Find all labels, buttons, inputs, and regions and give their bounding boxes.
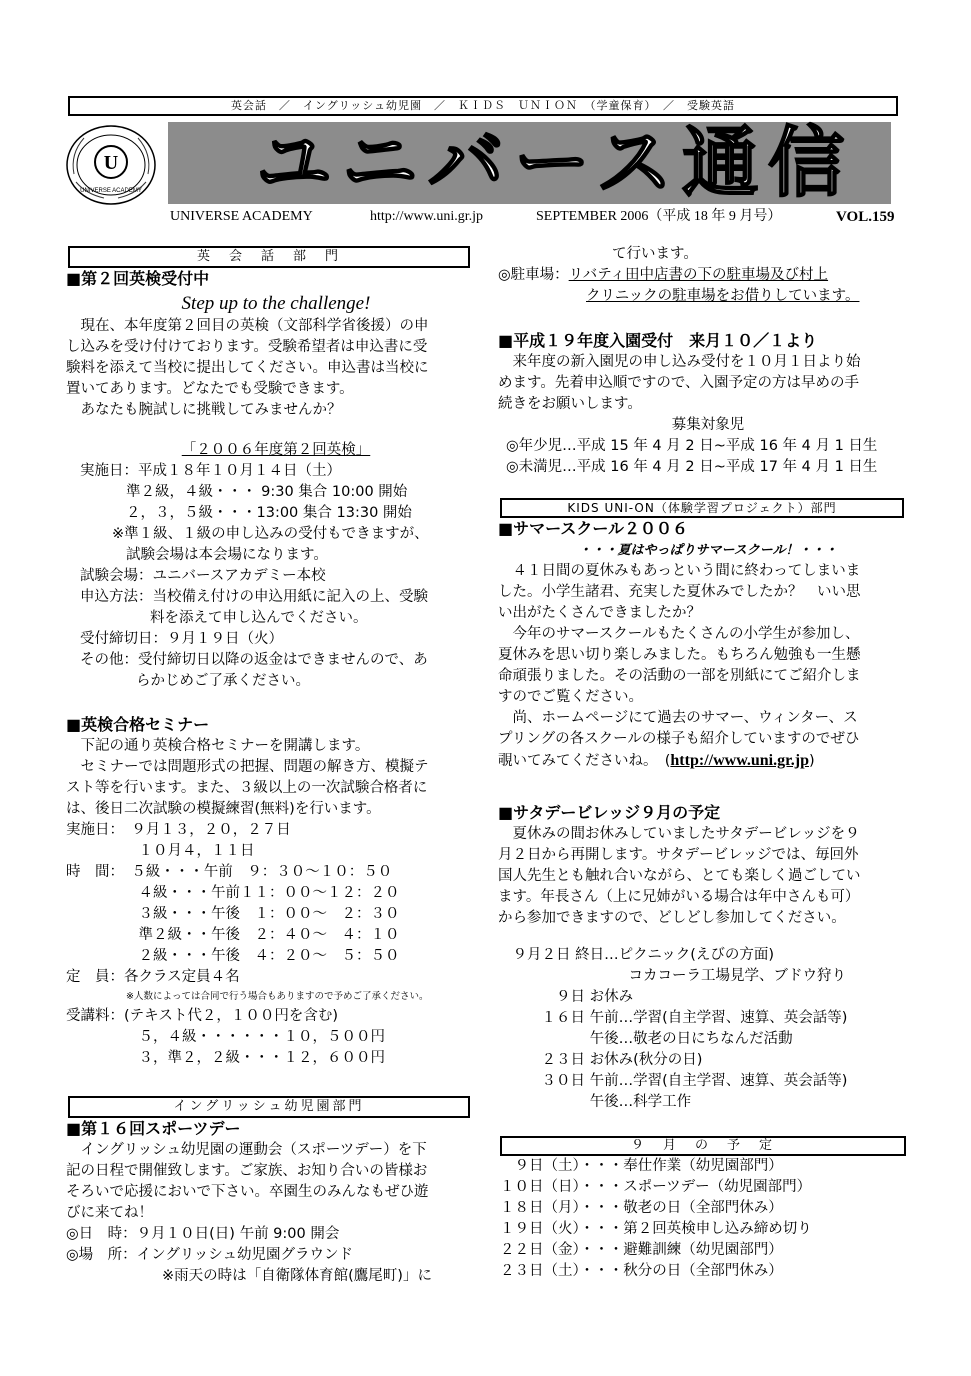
enrollment-row: ◎年少児…平成 15 年 4 月 2 日~平成 16 年 4 月 1 日生	[506, 438, 878, 454]
seminar-fee: 受講料：(テキスト代２，１００円を含む)	[66, 1008, 339, 1024]
section-header-kidsunion: KIDS UNI-ON（体験学習プロジェクト）部門	[500, 498, 904, 518]
parking-section	[498, 244, 918, 307]
eiken-detail: 受付締切日：９月１９日（火）	[80, 631, 283, 647]
eiken-detail: ２，３，５級・・・13:00 集合 13:30 開始	[126, 505, 412, 521]
seminar-line: は、後日二次試験の模擬練習(無料)を行います。	[66, 801, 381, 817]
eiken-line: 現在、本年度第２回目の英検（文部科学省後援）の申	[66, 318, 429, 334]
saturday-line: ます。年長さん（上に兄姉がいる場合は年中さんも可）	[498, 889, 860, 905]
seminar-row: １０月４，１１日	[66, 843, 255, 859]
seminar-row: 時 間： ５級・・・午前 ９：３０～１０：５０	[66, 864, 393, 880]
seminar-row: 準２級・・午後 ２：４０～ ４：１０	[66, 927, 400, 943]
summer-line: ４１日間の夏休みもあっという間に終わってしまいま	[498, 563, 861, 579]
enrollment-section	[498, 330, 918, 478]
saturday-row: ９日 お休み	[498, 989, 634, 1005]
section-header-september: ９ 月 の 予 定	[500, 1136, 906, 1156]
summer-line: 夏休みを思い切り楽しみました。もちろん勉強も一生懸	[498, 647, 861, 663]
saturday-line: 月２日から再開します。サタデービレッジでは、毎回外	[498, 847, 859, 863]
school-name: UNIVERSE ACADEMY	[170, 209, 313, 224]
sportsday-place: ◎場 所：イングリッシュ幼児園グラウンド	[66, 1247, 353, 1263]
sportsday-line: そろいで応援においで下さい。卒園生のみんなもぜひ遊	[66, 1184, 429, 1200]
saturday-row: 午後…科学工作	[498, 1094, 692, 1110]
summer-line: プリングの各スクールの様子も紹介していますのでぜひ	[498, 731, 860, 747]
seminar-fee: ５，４級・・・・・・１０，５００円	[66, 1029, 385, 1045]
summer-line: 今年のサマースクールもたくさんの小学生が参加し、	[498, 626, 860, 642]
seminar-row: 実施日： ９月１３，２０，２７日	[66, 822, 291, 838]
eiken-tagline: Step up to the challenge!	[181, 293, 371, 314]
eiken-line: あなたも腕試しに挑戦してみませんか？	[66, 402, 342, 418]
department-bar: 英会話 ／ イングリッシュ幼児園 ／ ＫＩＤＳ ＵＮＩＯＮ （学童保育） ／ 受験英語	[68, 96, 898, 116]
issue-date: SEPTEMBER 2006（平成 18 年 9 月号）	[536, 209, 782, 224]
saturday-line: から参加できますので、どしどし参加してください。	[498, 910, 846, 926]
enrollment-title: ■平成１９年度入園受付 来月１０／１より	[498, 331, 818, 350]
enrollment-row: ◎未満児…平成 16 年 4 月 2 日~平成 17 年 4 月 1 日生	[506, 459, 878, 475]
masthead-title: ユニバース通信	[168, 122, 891, 204]
eiken-details	[66, 440, 486, 692]
svg-text:U: U	[103, 152, 119, 174]
eiken-detail: 準２級，４級・・・ 9:30 集合 10:00 開始	[126, 484, 408, 500]
saturday-row: 午後…敬老の日にちなんだ活動	[498, 1031, 793, 1047]
parking-line: クリニックの駐車場をお借りしています。	[586, 288, 860, 304]
volume-number: VOL.159	[836, 209, 895, 225]
eiken-detail: その他：受付締切日以降の返金はできませんので、あ	[80, 652, 428, 668]
parking-line: リバティ田中店書の下の駐車場及び村上	[568, 267, 829, 283]
sportsday-line: イングリッシュ幼児園の運動会（スポーツデー）を下	[66, 1142, 427, 1158]
seminar-row: ３級・・・午後 １：００～ ２：３０	[66, 906, 400, 922]
sportsday-rain: ※雨天の時は「自衛隊体育館(鷹尾町)」に	[162, 1268, 432, 1284]
summer-line: した。小学生諸君、充実した夏休みでしたか？ いい思	[498, 584, 861, 600]
continued-text: て行います。	[612, 246, 698, 262]
enrollment-line: めます。先着申込順ですので、入園予定の方は早めの手	[498, 375, 860, 391]
eiken-title: ■第２回英検受付中	[66, 269, 210, 288]
seminar-line: スト等を行います。また、３級以上の一次試験合格者に	[66, 780, 428, 796]
summer-line: 覗いてみてくださいね。 (	[498, 753, 671, 769]
eiken-detail: 料を添えて申し込んでください。	[150, 610, 368, 626]
saturday-section	[498, 802, 918, 1113]
summer-line: い出がたくさんできましたか？	[498, 605, 701, 621]
seminar-line: 下記の通り英検合格セミナーを開講します。	[66, 738, 370, 754]
summer-line: 命頑張りました。その活動の一部を別紙にてご紹介しま	[498, 668, 861, 684]
sportsday-date: ◎日 時：９月１０日(日) 午前 9:00 開会	[66, 1226, 340, 1242]
seminar-row: ４級・・・午前１１：００～１２：２０	[66, 885, 400, 901]
schedule-row: １９日（火）・・・第２回英検申し込み締め切り	[500, 1221, 812, 1237]
eiken-detail: 申込方法：当校備え付けの申込用紙に記入の上、受験	[80, 589, 428, 605]
sportsday-section	[66, 1118, 486, 1287]
svg-text:UNIVERSE ACADEMY: UNIVERSE ACADEMY	[80, 188, 142, 194]
eiken-line: 験料を添えて当校に提出してください。申込書は当校に	[66, 360, 429, 376]
eiken-detail: ※準１級、１級の申し込みの受付もできますが、	[112, 526, 429, 542]
sportsday-line: びに来てね！	[66, 1205, 153, 1221]
schedule-row: ２２日（金）・・・避難訓練（幼児園部門）	[500, 1242, 783, 1258]
summer-line-end: )	[808, 753, 815, 769]
seminar-fee: ３，準２，２級・・・１２，６００円	[66, 1050, 385, 1066]
eiken-line: 置いてあります。どなたでも受験できます。	[66, 381, 354, 397]
saturday-line: 夏休みの間お休みしていましたサタデービレッジを９	[498, 826, 860, 842]
seminar-line: セミナーでは問題形式の把握、問題の解き方、模擬テ	[66, 759, 429, 775]
summer-section	[498, 518, 918, 772]
parking-label: ◎駐車場：	[498, 267, 569, 283]
saturday-line: 国人先生とも触れ合いながら、とても楽しく過ごしてい	[498, 868, 861, 884]
saturday-row: １６日 午前…学習(自主学習、速算、英会話等)	[498, 1010, 848, 1026]
enrollment-line: 続きをお願いします。	[498, 396, 642, 412]
summer-title: ■サマースクール２００６	[498, 519, 688, 538]
sportsday-title: ■第１６回スポーツデー	[66, 1119, 241, 1138]
sportsday-line: 記の日程で開催致します。ご家族、お知り合いの皆様お	[66, 1163, 428, 1179]
schedule-row: ９日（土）・・・奉仕作業（幼児園部門）	[500, 1158, 783, 1174]
seminar-note: ※人数によっては合同で行う場合もありますので予めご了承ください。	[126, 991, 429, 1002]
summer-tagline: ・・・夏はやっぱりサマースクール！・・・	[578, 543, 838, 558]
seminar-title: ■英検合格セミナー	[66, 715, 210, 734]
section-header-english: 英 会 話 部 門	[68, 246, 470, 268]
seminar-section	[66, 714, 486, 1069]
schedule-row: ２３日（土）・・・秋分の日（全部門休み）	[500, 1263, 783, 1279]
section-header-kindergarten: イングリッシュ幼児園部門	[68, 1096, 470, 1118]
schedule-row: １０日（日）・・・スポーツデー（幼児園部門）	[500, 1179, 812, 1195]
academy-logo	[64, 124, 158, 206]
eiken-line: し込みを受け付けております。受験希望者は申込書に受	[66, 339, 428, 355]
schedule-row: １８日（月）・・・敬老の日（全部門休み）	[500, 1200, 783, 1216]
summer-line: 尚、ホームページにて過去のサマー、ウィンター、ス	[498, 710, 858, 726]
eiken-box-title: 「２００６年度第２回英検」	[181, 442, 371, 458]
seminar-row: 定 員：各クラス定員４名	[66, 969, 240, 985]
eiken-detail: 試験会場：ユニバースアカデミー本校	[80, 568, 326, 584]
saturday-row: ９月２日 終日…ピクニック(えびの方面)	[498, 947, 775, 963]
eiken-detail: らかじめご了承ください。	[136, 673, 310, 689]
saturday-row: ３０日 午前…学習(自主学習、速算、英会話等)	[498, 1073, 848, 1089]
saturday-row: ２３日 お休み(秋分の日)	[498, 1052, 703, 1068]
homepage-link[interactable]: http://www.uni.gr.jp	[670, 752, 809, 769]
website-url: http://www.uni.gr.jp	[370, 209, 484, 224]
enrollment-line: 来年度の新入園児の申し込み受付を１０月１日より始	[498, 354, 861, 370]
september-schedule	[500, 1156, 920, 1282]
summer-line: すのでご覧ください。	[498, 689, 643, 705]
enrollment-subtitle: 募集対象児	[671, 417, 745, 433]
eiken-section	[66, 268, 486, 421]
saturday-row: コカコーラ工場見学、ブドウ狩り	[498, 968, 846, 984]
eiken-detail: 試験会場は本会場になります。	[126, 547, 328, 563]
seminar-row: ２級・・・午後 ４：２０～ ５：５０	[66, 948, 400, 964]
saturday-title: ■サタデービレッジ９月の予定	[498, 803, 721, 822]
eiken-detail: 実施日：平成１８年１０月１４日（土）	[80, 463, 341, 479]
